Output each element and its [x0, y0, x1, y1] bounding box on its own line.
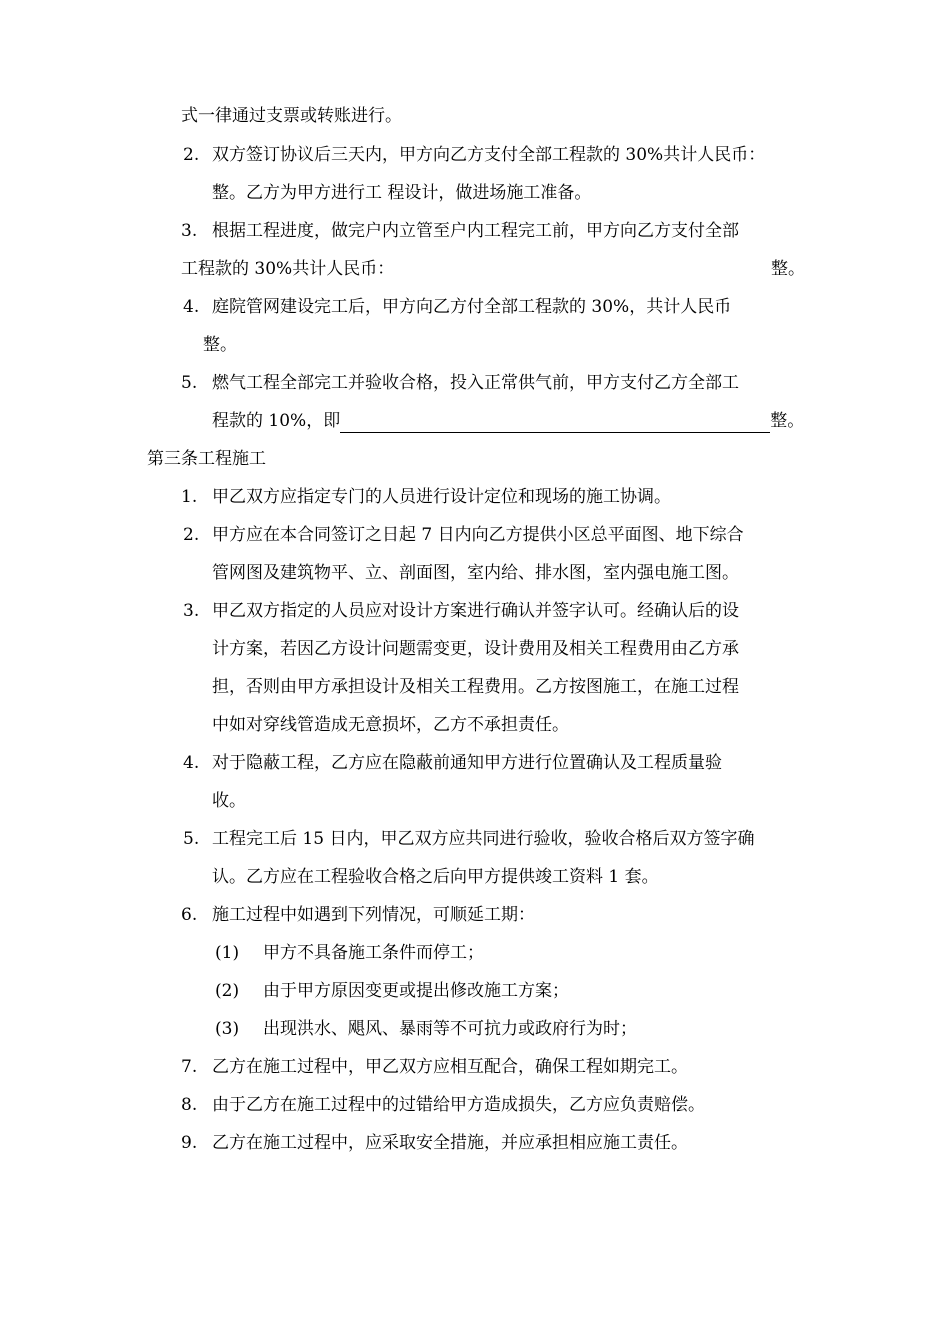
item-number: 2. — [183, 145, 200, 165]
list-item-3-line — [183, 599, 739, 623]
item-text: 施工过程中如遇到下列情况，可顺延工期： — [212, 905, 535, 925]
sub-item-2-line — [215, 979, 569, 1003]
item-text: 双方签订协议后三天内，甲方向乙方支付全部工程款的 30%共计人民币： — [212, 145, 766, 165]
section-heading: 第三条工程施工 — [147, 449, 266, 469]
paragraph-line-end: 整。 — [771, 259, 805, 279]
item-number: 4. — [183, 753, 200, 773]
list-item-4-line — [183, 751, 722, 775]
paragraph-line: 整。乙方为甲方进行工 程设计，做进场施工准备。 — [212, 183, 592, 203]
list-item-7-line — [181, 1055, 688, 1079]
list-item-3-line — [181, 219, 739, 243]
item-text: 甲乙双方指定的人员应对设计方案进行确认并签字认可。经确认后的设 — [212, 601, 739, 621]
list-item-9-line — [181, 1131, 688, 1155]
item-text: 工程完工后 15 日内，甲乙双方应共同进行验收，验收合格后双方签字确 — [212, 829, 755, 849]
paragraph-line: 整。 — [203, 335, 237, 355]
item-text: 程款的 10%，即 — [212, 411, 341, 431]
list-item-2-line — [183, 523, 744, 547]
item-number: 5. — [183, 829, 200, 849]
item-text: 燃气工程全部完工并验收合格，投入正常供气前，甲方支付乙方全部工 — [212, 373, 739, 393]
item-number: 3. — [181, 221, 198, 241]
item-number: 5. — [181, 373, 198, 393]
item-text: 乙方在施工过程中，甲乙双方应相互配合，确保工程如期完工。 — [212, 1057, 688, 1077]
paragraph-line: 中如对穿线管造成无意损坏，乙方不承担责任。 — [212, 715, 569, 735]
list-item-5-line — [183, 827, 754, 851]
item-number: 3. — [183, 601, 200, 621]
item-text: 甲方应在本合同签订之日起 7 日内向乙方提供小区总平面图、地下综合 — [212, 525, 744, 545]
list-item-5-line — [181, 371, 739, 395]
paragraph-line: 管网图及建筑物平、立、剖面图，室内给、排水图，室内强电施工图。 — [212, 563, 739, 583]
item-text: 乙方在施工过程中，应采取安全措施，并应承担相应施工责任。 — [212, 1133, 688, 1153]
item-number: 9. — [181, 1133, 198, 1153]
item-text: 由于乙方在施工过程中的过错给甲方造成损失，乙方应负责赔偿。 — [212, 1095, 705, 1115]
item-number: 6. — [181, 905, 198, 925]
item-text-end: 整。 — [770, 411, 805, 431]
item-number: 2. — [183, 525, 200, 545]
fill-in-blank-underline — [340, 414, 770, 433]
paragraph-line-with-blank — [212, 409, 804, 433]
paragraph-line: 工程款的 30%共计人民币： — [181, 259, 395, 279]
paragraph-line: 式一律通过支票或转账进行。 — [181, 106, 402, 126]
paragraph-line: 计方案，若因乙方设计问题需变更，设计费用及相关工程费用由乙方承 — [212, 639, 739, 659]
item-number: 1. — [181, 487, 198, 507]
item-text: 甲乙双方应指定专门的人员进行设计定位和现场的施工协调。 — [212, 487, 671, 507]
list-item-4-line — [183, 295, 731, 319]
sub-item-3-line — [215, 1017, 637, 1041]
list-item-1-line — [181, 485, 671, 509]
item-number: 7. — [181, 1057, 198, 1077]
sub-item-1-line — [215, 941, 484, 965]
sub-item-number: (2) — [215, 981, 240, 1001]
paragraph-line: 担，否则由甲方承担设计及相关工程费用。乙方按图施工，在施工过程 — [212, 677, 739, 697]
item-number: 4. — [183, 297, 200, 317]
sub-item-number: (1) — [215, 943, 240, 963]
sub-item-text: 由于甲方原因变更或提出修改施工方案； — [263, 981, 569, 1001]
item-text: 对于隐蔽工程，乙方应在隐蔽前通知甲方进行位置确认及工程质量验 — [212, 753, 722, 773]
sub-item-number: (3) — [215, 1019, 240, 1039]
list-item-8-line — [181, 1093, 705, 1117]
item-text: 根据工程进度，做完户内立管至户内工程完工前，甲方向乙方支付全部 — [212, 221, 739, 241]
paragraph-line: 收。 — [212, 791, 246, 811]
list-item-6-line — [181, 903, 535, 927]
sub-item-text: 出现洪水、飓风、暴雨等不可抗力或政府行为时； — [263, 1019, 637, 1039]
list-item-2-line — [183, 143, 765, 167]
sub-item-text: 甲方不具备施工条件而停工； — [263, 943, 484, 963]
item-number: 8. — [181, 1095, 198, 1115]
paragraph-line: 认。乙方应在工程验收合格之后向甲方提供竣工资料 1 套。 — [212, 867, 659, 887]
item-text: 庭院管网建设完工后，甲方向乙方付全部工程款的 30%，共计人民币 — [212, 297, 732, 317]
